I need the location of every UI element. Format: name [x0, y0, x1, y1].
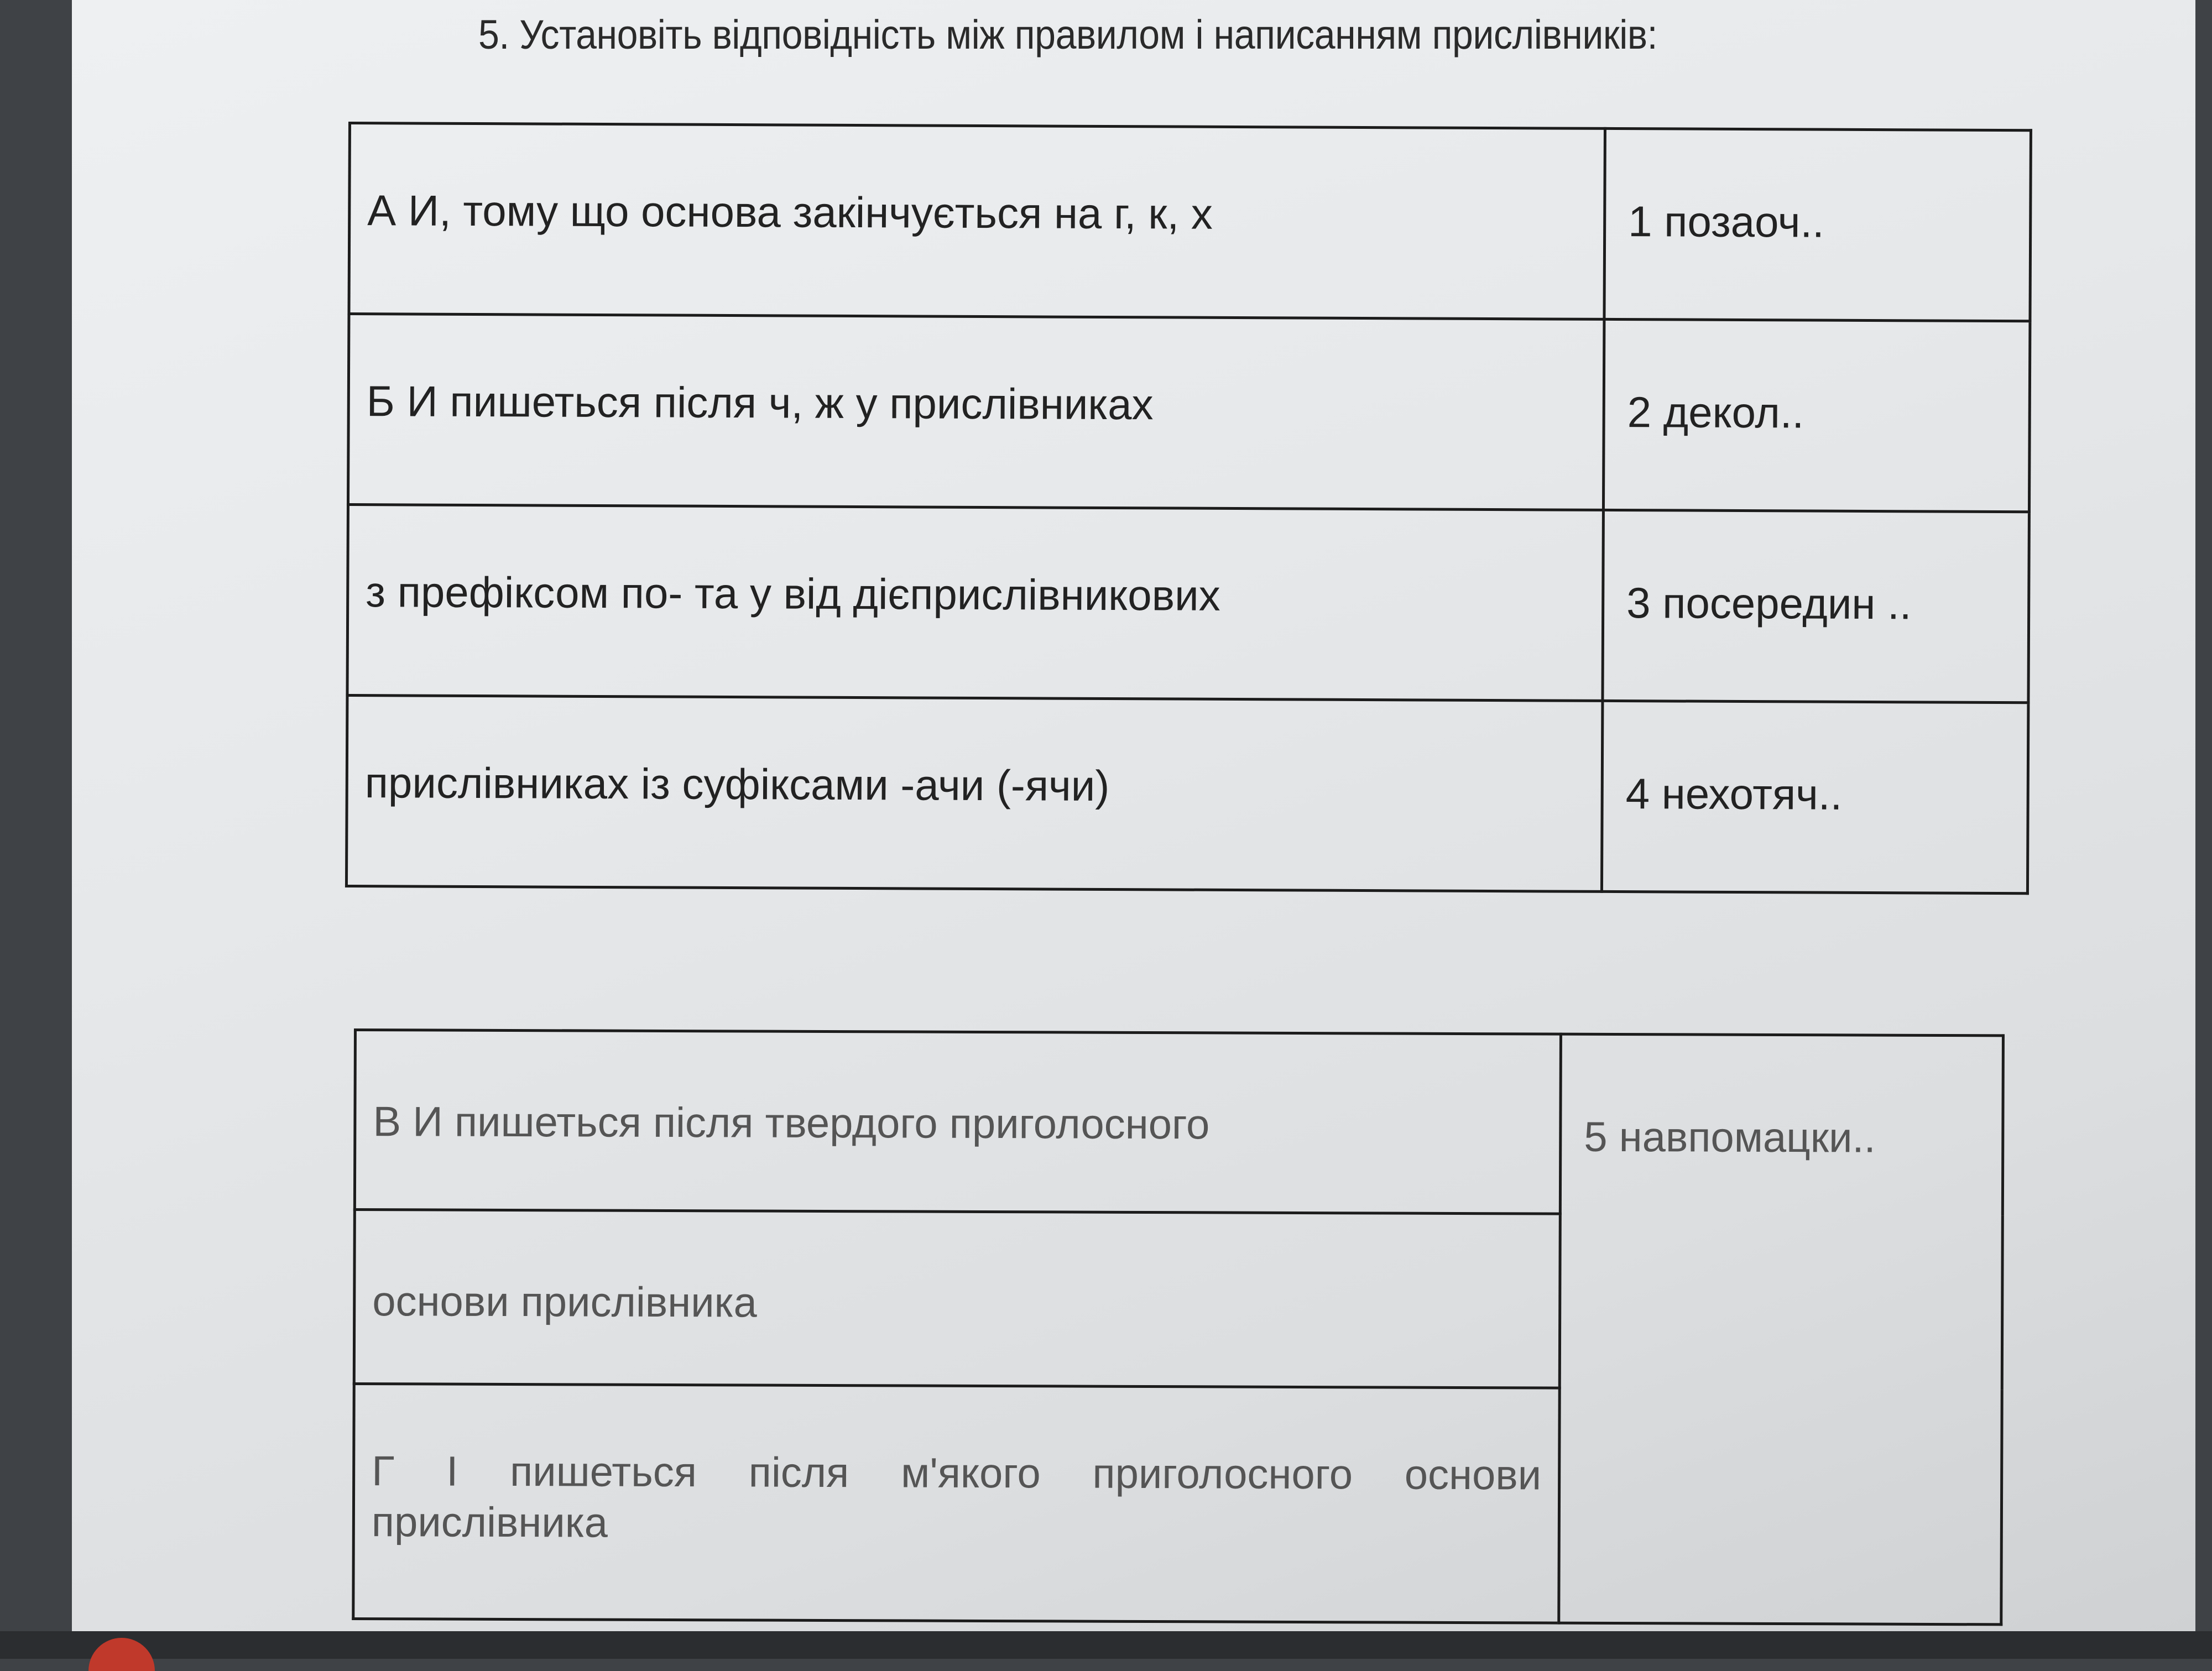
word-cell: 2 декол..	[1603, 319, 2030, 511]
table-row	[354, 1030, 2003, 1215]
word-cell: 4 нехотяч..	[1601, 701, 2028, 893]
table-row	[346, 696, 2028, 894]
rule-cell: основи прислівника	[354, 1210, 1560, 1388]
screen-bezel	[0, 1631, 2212, 1659]
question-title: 5. Установіть відповідність між правилом і написанням прислівників:	[478, 12, 1658, 58]
table-row	[349, 123, 2031, 321]
rule-cell	[353, 1384, 1559, 1623]
word-cell: 3 посередин ..	[1603, 510, 2029, 702]
rule-cell: А И, тому що основа закінчується на г, к, х	[349, 123, 1605, 320]
rule-cell: прислівниках із суфіксами -ачи (-ячи)	[346, 696, 1602, 892]
table-row	[348, 314, 2030, 512]
rule-cell: В И пишеться після твердого приголосного	[354, 1030, 1561, 1214]
word-cell: 1 позаоч..	[1604, 128, 2031, 321]
rule-cell: з префіксом по- та у від дієприслівникових	[347, 505, 1603, 701]
rule-cell: Б И пишеться після ч, ж у прислівниках	[348, 314, 1604, 510]
justified-rule-line: Г І пишеться після м'якого приголосного основи	[372, 1448, 1542, 1499]
word-cell: 5 навпомацки..	[1559, 1034, 2004, 1625]
matching-table-1	[345, 122, 2032, 895]
document-page	[72, 0, 2195, 1631]
rule-line-2: прислівника	[371, 1498, 608, 1547]
table-row	[347, 505, 2029, 703]
matching-table-2	[352, 1028, 2005, 1626]
